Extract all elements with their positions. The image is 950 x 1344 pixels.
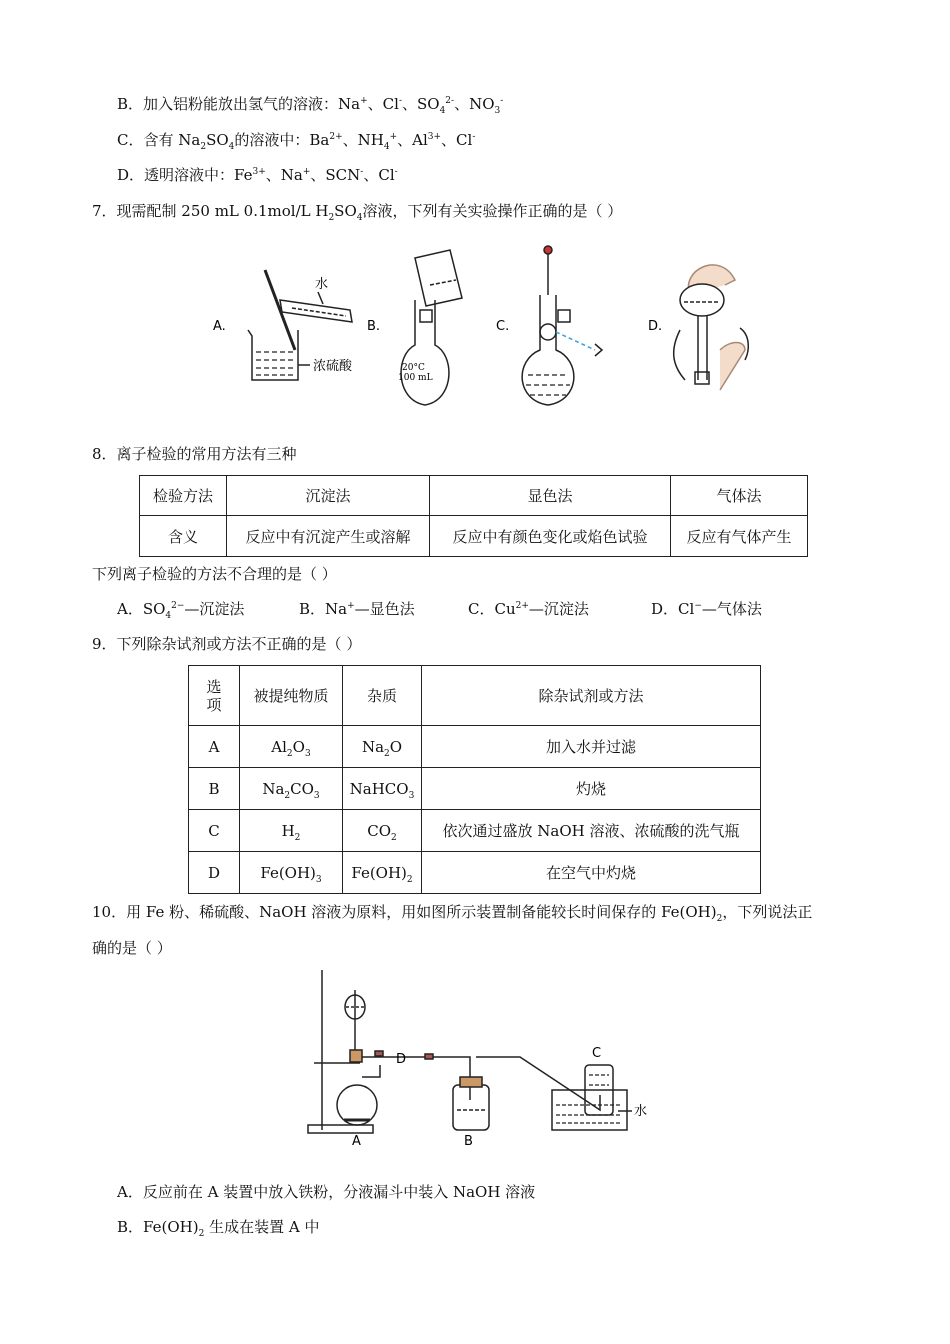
fig-label-b: B — [464, 1134, 473, 1149]
q8-stem: 8．离子检验的常用方法有三种 — [92, 445, 297, 463]
table-cell: $Fe(OH)_3$ — [240, 852, 343, 894]
apparatus-icon — [308, 970, 632, 1133]
q8-table — [139, 475, 808, 557]
q6-option-c: C．含有 $Na_2SO_4$的溶液中：$Ba^{2+}$、$NH_4^+$、$Al^{3+}$、Cl- — [117, 131, 476, 152]
table-header: 检验方法 — [140, 476, 227, 516]
table-cell: 加入水并过滤 — [422, 726, 761, 768]
table-cell: 反应中有颜色变化或焰色试验 — [430, 516, 671, 557]
table-cell: $Na_2CO_3$ — [240, 768, 343, 810]
q10-option-b: B．$Fe(OH)_2$ 生成在装置 A 中 — [117, 1218, 320, 1239]
water-label: 水 — [315, 277, 329, 292]
q7-stem: 7．现需配制 250 mL 0.1mol/L $H_2SO_4$溶液，下列有关实验操作正确的是（ ） — [92, 202, 623, 223]
flask-volume: 100 mL — [398, 373, 433, 383]
table-cell: $Na_2O$ — [343, 726, 422, 768]
table-header: 显色法 — [430, 476, 671, 516]
table-header: 被提纯物质 — [240, 666, 343, 726]
table-cell: 在空气中灼烧 — [422, 852, 761, 894]
table-header: 选 项 — [189, 666, 240, 726]
table-cell: 含义 — [140, 516, 227, 557]
q10-figure — [300, 965, 660, 1155]
table-row — [189, 726, 761, 768]
inverting-flask-icon — [674, 265, 749, 390]
fig-label-c: C. — [496, 319, 510, 334]
q6-option-b: B．加入铝粉能放出氢气的溶液：Na+、Cl-、$SO_4^{2-}$、$NO_3^-$ — [117, 95, 504, 116]
table-cell: $Fe(OH)_2$ — [343, 852, 422, 894]
table-cell: A — [189, 726, 240, 768]
table-header: 杂质 — [343, 666, 422, 726]
table-cell: $H_2$ — [240, 810, 343, 852]
q10-option-a: A．反应前在 A 装置中放入铁粉，分液漏斗中装入 NaOH 溶液 — [117, 1183, 536, 1201]
q8-option-b: B．Na+—显色法 — [299, 600, 415, 618]
table-row — [140, 516, 808, 557]
table-row — [189, 810, 761, 852]
q10-stem-2: 确的是（ ） — [92, 939, 172, 957]
flask-temp: 20°C — [402, 363, 425, 373]
table-row — [189, 852, 761, 894]
table-cell: D — [189, 852, 240, 894]
table-cell: B — [189, 768, 240, 810]
table-row — [140, 476, 808, 516]
table-cell: 灼烧 — [422, 768, 761, 810]
fig-label-b: B. — [367, 319, 381, 334]
q7-figure — [200, 240, 760, 410]
fig-label-a: A — [352, 1134, 361, 1149]
q9-table — [188, 665, 761, 894]
q8-option-c: C．$Cu^{2+}—$沉淀法 — [468, 600, 589, 618]
fig-label-c: C — [592, 1046, 602, 1061]
q8-option-d: D．Cl−—气体法 — [651, 600, 762, 618]
table-header: 沉淀法 — [227, 476, 430, 516]
q9-stem: 9．下列除杂试剂或方法不正确的是（ ） — [92, 635, 362, 653]
q8-question: 下列离子检验的方法不合理的是（ ） — [92, 565, 337, 583]
table-header: 除杂试剂或方法 — [422, 666, 761, 726]
table-header: 气体法 — [671, 476, 808, 516]
acid-label: 浓硫酸 — [313, 359, 353, 374]
table-cell: C — [189, 810, 240, 852]
q6-option-d: D．透明溶液中：$Fe^{3+}$、Na+、SCN-、Cl- — [117, 166, 398, 184]
table-cell: 反应有气体产生 — [671, 516, 808, 557]
fig-label-d: D — [396, 1052, 407, 1067]
water-label: 水 — [634, 1104, 648, 1119]
table-row — [189, 666, 761, 726]
table-cell: $Al_2O_3$ — [240, 726, 343, 768]
table-row — [189, 768, 761, 810]
fig-label-a: A. — [213, 319, 226, 334]
fig-label-d: D. — [648, 319, 663, 334]
dropper-flask-icon — [522, 246, 602, 405]
table-cell: $CO_2$ — [343, 810, 422, 852]
table-cell: 反应中有沉淀产生或溶解 — [227, 516, 430, 557]
q8-option-a: A．$SO_4^{2-}—$沉淀法 — [117, 600, 245, 621]
q10-stem-1: 10．用 Fe 粉、稀硫酸、NaOH 溶液为原料，用如图所示装置制备能较长时间保存的 $Fe(OH)_2$，下列说法正 — [92, 903, 813, 924]
table-cell: NaHCO$_3$ — [343, 768, 422, 810]
table-cell: 依次通过盛放 NaOH 溶液、浓硫酸的洗气瓶 — [422, 810, 761, 852]
